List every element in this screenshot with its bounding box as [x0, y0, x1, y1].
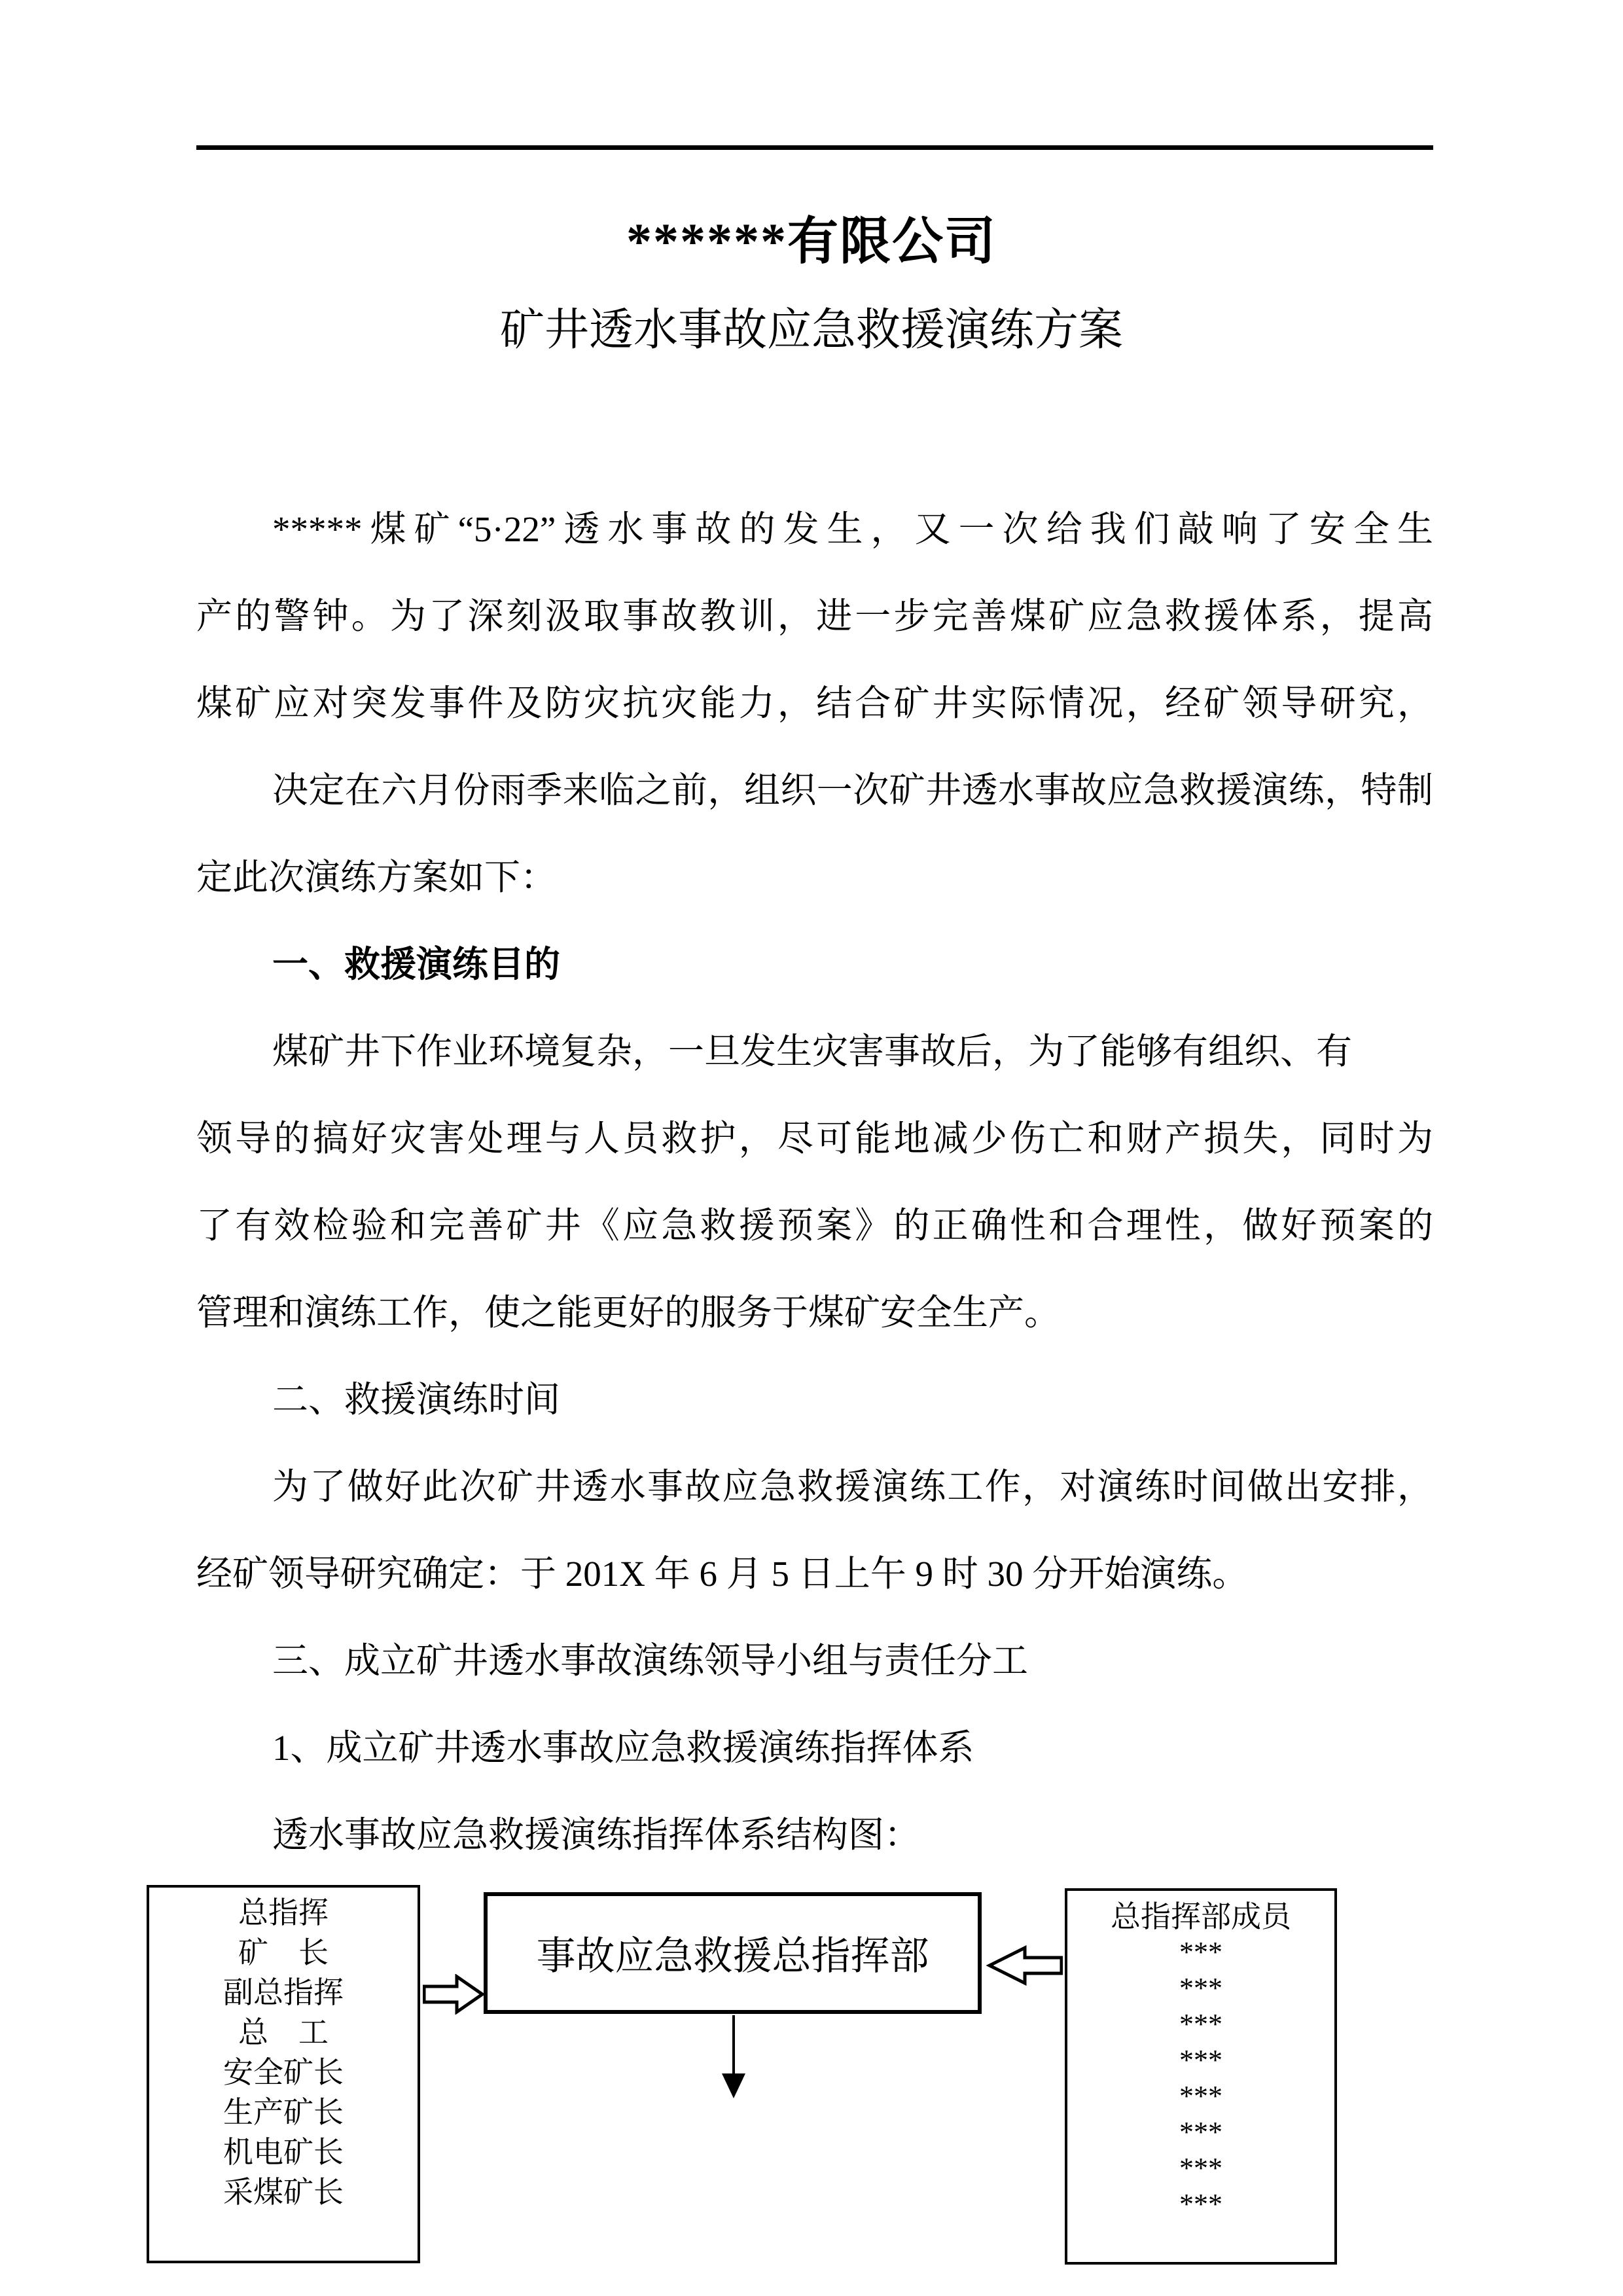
section-heading-1: 一、救援演练目的	[272, 944, 561, 984]
document-subtitle: 矿井透水事故应急救援演练方案	[499, 305, 1123, 355]
paragraph-line: 煤矿井下作业环境复杂，一旦发生灾害事故后，为了能够有组织、有	[272, 1031, 1353, 1071]
paragraph-line: 产的警钟。为了深刻汲取事故教训，进一步完善煤矿应急救援体系，提高	[196, 596, 1433, 636]
paragraph-line: *****煤矿“5·22”透水事故的发生，又一次给我们敲响了安全生	[272, 509, 1433, 549]
flow-arrow-down-head-icon	[722, 2073, 745, 2098]
role-item: 采煤矿长	[223, 2176, 344, 2209]
role-item: 安全矿长	[223, 2056, 344, 2089]
member-item: ***	[1179, 2008, 1222, 2040]
role-item: 生产矿长	[223, 2096, 344, 2129]
paragraph-line: 管理和演练工作，使之能更好的服务于煤矿安全生产。	[196, 1293, 1061, 1333]
flow-arrow-down-icon	[732, 2015, 735, 2076]
role-item: 副总指挥	[223, 1976, 344, 2009]
paragraph-line: 经矿领导研究确定：于 201X 年 6 月 5 日上午 9 时 30 分开始演练。	[196, 1554, 1249, 1594]
diagram-caption: 透水事故应急救援演练指挥体系结构图：	[272, 1815, 921, 1855]
member-item: ***	[1179, 2188, 1222, 2220]
command-headquarters-label: 事故应急救援总指挥部	[536, 1935, 929, 1978]
role-item: 矿 长	[238, 1936, 329, 1969]
role-item: 机电矿长	[223, 2136, 344, 2169]
paragraph-line: 了有效检验和完善矿井《应急救援预案》的正确性和合理性，做好预案的	[196, 1206, 1433, 1246]
paragraph-line: 为了做好此次矿井透水事故应急救援演练工作，对演练时间做出安排，	[272, 1467, 1433, 1507]
command-headquarters-box	[484, 1892, 982, 2014]
flow-arrow-right-icon	[423, 1974, 484, 2015]
paragraph-line: 领导的搞好灾害处理与人员救护，尽可能地减少伤亡和财产损失，同时为	[196, 1119, 1433, 1158]
headquarters-members-box	[1065, 1888, 1337, 2265]
subsection-heading: 1、成立矿井透水事故应急救援演练指挥体系	[272, 1728, 974, 1768]
member-item: ***	[1179, 1936, 1222, 1968]
role-item: 总指挥	[238, 1896, 329, 1929]
paragraph-line: 决定在六月份雨季来临之前，组织一次矿井透水事故应急救援演练，特制	[272, 770, 1433, 810]
member-item: ***	[1179, 2080, 1222, 2112]
commander-roles-box	[147, 1885, 420, 2263]
role-item: 总 工	[238, 2016, 329, 2049]
section-heading-2: 二、救援演练时间	[272, 1380, 561, 1420]
header-rule	[196, 145, 1433, 150]
section-heading-3: 三、成立矿井透水事故演练领导小组与责任分工	[272, 1641, 1029, 1681]
flow-arrow-left-icon	[984, 1945, 1063, 1986]
paragraph-line: 煤矿应对突发事件及防灾抗灾能力，结合矿井实际情况，经矿领导研究，	[196, 683, 1433, 723]
document-body	[196, 486, 1433, 1878]
member-item: ***	[1179, 2044, 1222, 2076]
members-box-title: 总指挥部成员	[1111, 1900, 1291, 1933]
paragraph-line: 定此次演练方案如下：	[196, 857, 557, 897]
member-item: ***	[1179, 2152, 1222, 2184]
document-title: ******有限公司	[626, 213, 997, 270]
member-item: ***	[1179, 1972, 1222, 2004]
member-item: ***	[1179, 2116, 1222, 2148]
